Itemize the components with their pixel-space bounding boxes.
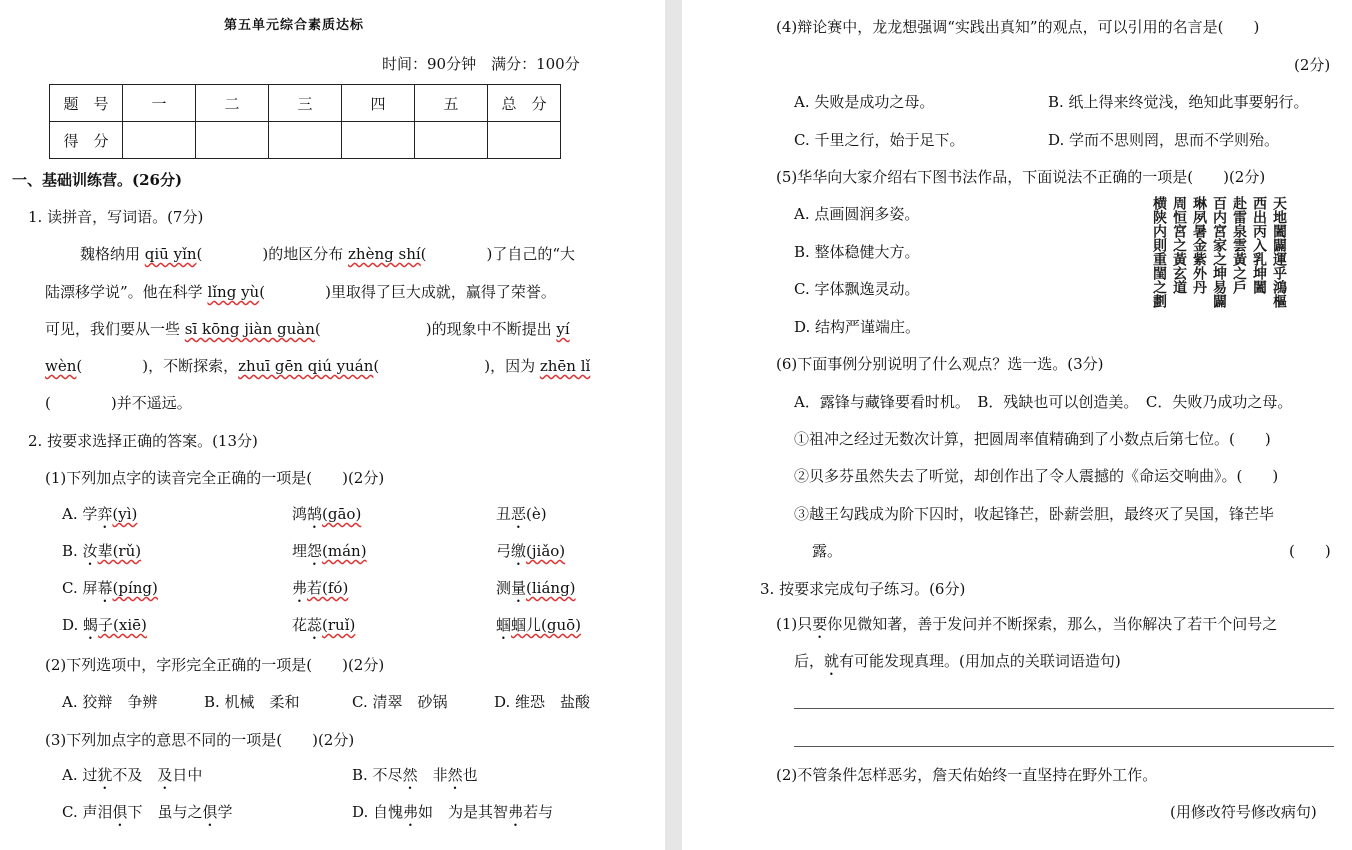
answer-line[interactable]: [794, 708, 1334, 709]
time-info: 时间：90分钟 满分：100分: [382, 55, 580, 73]
q2-6-item-3-answer: ( ): [1289, 542, 1331, 560]
q2-6-item-2: ②贝多芬虽然失去了听觉，却创作出了令人震撼的《命运交响曲》。( ): [794, 467, 1279, 485]
page-title: 第五单元综合素质达标: [224, 18, 365, 33]
q1-line-5: ( )并不遥远。: [45, 394, 192, 412]
score-row-label: 得 分: [50, 122, 123, 159]
answer-line[interactable]: [794, 746, 1334, 747]
q1-line-2: 陆漂移学说”。他在科学 lǐng yù( )里取得了巨大成就，赢得了荣誉。: [45, 283, 556, 301]
calligraphy-column: 横陕内則重閨之劃: [1151, 196, 1167, 308]
q2-3-stem: (3)下列加点字的意思不同的一项是( )(2分): [45, 731, 355, 749]
score-header-cell: 总 分: [488, 85, 561, 122]
calligraphy-column: 百内宮家之坤易闢: [1211, 196, 1227, 308]
right-page: [682, 0, 1352, 850]
q2-6-stem: (6)下面事例分别说明了什么观点？选一选。(3分): [776, 355, 1104, 373]
q2-1-option-a-3: 丑恶(è): [496, 505, 547, 523]
q2-1-option-c: C. 屏幕(píng): [62, 579, 158, 597]
score-cell[interactable]: [196, 122, 269, 159]
q2-1-option-b-3: 弓缴(jiǎo): [496, 542, 566, 560]
calligraphy-column: 天地闔闢運乎鴻樞: [1271, 196, 1287, 308]
pinyin: zhuī gēn qiú yuán: [238, 357, 374, 375]
pinyin: zhēn lǐ: [539, 357, 591, 375]
q2-5-option-c: C. 字体飘逸灵动。: [794, 280, 920, 298]
q1-line-4: wèn( )，不断探索，zhuī gēn qiú yuán( )，因为 zhēn lǐ: [45, 357, 591, 375]
q1-line-1: 魏格纳用 qiū yǐn( )的地区分布 zhèng shí( )了自己的“大: [80, 245, 576, 263]
q2-3-option-d: D. 自愧弗如 为是其智弗若与: [352, 803, 554, 821]
pinyin: qiū yǐn: [144, 245, 197, 263]
q2-1-option-b-2: 埋怨(mán): [292, 542, 367, 560]
calligraphy-column: 周恒宮之黃玄道: [1171, 196, 1187, 294]
q2-1-stem: (1)下列加点字的读音完全正确的一项是( )(2分): [45, 469, 385, 487]
score-cell[interactable]: [415, 122, 488, 159]
q3-1-line-1: (1)只要你见微知著，善于发问并不断探索，那么，当你解决了若干个问号之: [776, 615, 1278, 633]
q2-1-option-a-2: 鸿鹄(gāo): [292, 505, 362, 523]
calligraphy-image: [1148, 196, 1288, 346]
q2-4-option-b: B. 纸上得来终觉浅，绝知此事要躬行。: [1048, 93, 1309, 111]
q2-2-option-a: A. 狡辩 争辨: [62, 693, 158, 711]
q2-4-stem: (4)辩论赛中，龙龙想强调“实践出真知”的观点，可以引用的名言是( ): [776, 18, 1260, 36]
score-table-header-row: [50, 85, 561, 122]
q2-2-option-c: C. 清翠 砂锅: [352, 693, 448, 711]
q2-2-stem: (2)下列选项中，字形完全正确的一项是( )(2分): [45, 656, 385, 674]
q2-5-stem: (5)华华向大家介绍右下图书法作品，下面说法不正确的一项是( )(2分): [776, 168, 1266, 186]
left-page: [0, 0, 665, 850]
q2-1-option-b: B. 汝辈(rǔ): [62, 542, 142, 560]
question-3-title: 3. 按要求完成句子练习。(6分): [760, 580, 966, 598]
score-header-cell: 三: [269, 85, 342, 122]
calligraphy-column: 琳夙暑金紫外丹: [1191, 196, 1207, 294]
q1-line-3: 可见，我们要从一些 sī kōng jiàn guàn( )的现象中不断提出 yí: [45, 320, 570, 338]
q3-2-stem: (2)不管条件怎样恶劣，詹天佑始终一直坚持在野外工作。: [776, 766, 1158, 784]
score-cell[interactable]: [488, 122, 561, 159]
question-1-title: 1. 读拼音，写词语。(7分): [28, 208, 204, 226]
q2-3-option-a: A. 过犹不及 及日中: [62, 766, 203, 784]
q2-4-option-d: D. 学而不思则罔，思而不学则殆。: [1048, 131, 1280, 149]
pinyin: zhèng shí: [348, 245, 421, 263]
score-table-score-row: [50, 122, 561, 159]
pinyin: yí: [556, 320, 570, 338]
score-cell[interactable]: [269, 122, 342, 159]
q2-1-option-d: D. 蝎子(xiē): [62, 616, 147, 634]
q2-1-option-c-3: 测量(liáng): [496, 579, 576, 597]
question-2-title: 2. 按要求选择正确的答案。(13分): [28, 432, 258, 450]
q2-6-options: A．露锋与藏锋要看时机。 B．残缺也可以创造美。 C．失败乃成功之母。: [794, 393, 1293, 411]
q2-4-score: (2分): [1294, 56, 1331, 74]
score-header-cell: 一: [123, 85, 196, 122]
q2-1-option-d-2: 花蕊(ruǐ): [292, 616, 356, 634]
score-cell[interactable]: [342, 122, 415, 159]
score-cell[interactable]: [123, 122, 196, 159]
section-1-title: 一、基础训练营。(26分): [12, 171, 183, 189]
score-table: [49, 84, 561, 159]
q2-4-option-a: A. 失败是成功之母。: [794, 93, 935, 111]
score-header-cell: 题 号: [50, 85, 123, 122]
calligraphy-column: 赴雷泉雲黃之戶: [1231, 196, 1247, 294]
q3-1-line-2: 后，就有可能发现真理。(用加点的关联词语造句): [794, 652, 1121, 670]
q2-6-item-3-cont: 露。: [812, 542, 843, 560]
q2-3-option-b: B. 不尽然 非然也: [352, 766, 478, 784]
q2-5-option-d: D. 结构严谨端庄。: [794, 318, 921, 336]
calligraphy-column: 西出丙入乳坤闔: [1251, 196, 1267, 294]
q2-2-option-b: B. 机械 柔和: [204, 693, 300, 711]
q2-2-option-d: D. 维恐 盐酸: [494, 693, 591, 711]
pinyin: lǐng yù: [207, 283, 260, 301]
q2-3-option-c: C. 声泪俱下 虽与之俱学: [62, 803, 233, 821]
q2-1-option-d-3: 蝈蝈儿(guō): [496, 616, 582, 634]
q2-5-option-b: B. 整体稳健大方。: [794, 243, 920, 261]
q2-5-option-a: A. 点画圆润多姿。: [794, 205, 920, 223]
q2-6-item-1: ①祖冲之经过无数次计算，把圆周率值精确到了小数点后第七位。( ): [794, 430, 1271, 448]
score-header-cell: 二: [196, 85, 269, 122]
q2-1-option-a: A. 学弈(yì): [62, 505, 138, 523]
score-header-cell: 四: [342, 85, 415, 122]
q3-2-hint: (用修改符号修改病句): [1170, 803, 1317, 821]
q2-4-option-c: C. 千里之行，始于足下。: [794, 131, 965, 149]
pinyin: wèn: [45, 357, 77, 375]
pinyin: sī kōng jiàn guàn: [184, 320, 315, 338]
q2-6-item-3: ③越王勾践成为阶下囚时，收起锋芒，卧薪尝胆，最终灭了吴国，锋芒毕: [794, 505, 1275, 523]
score-header-cell: 五: [415, 85, 488, 122]
q2-1-option-c-2: 弗若(fó): [292, 579, 349, 597]
